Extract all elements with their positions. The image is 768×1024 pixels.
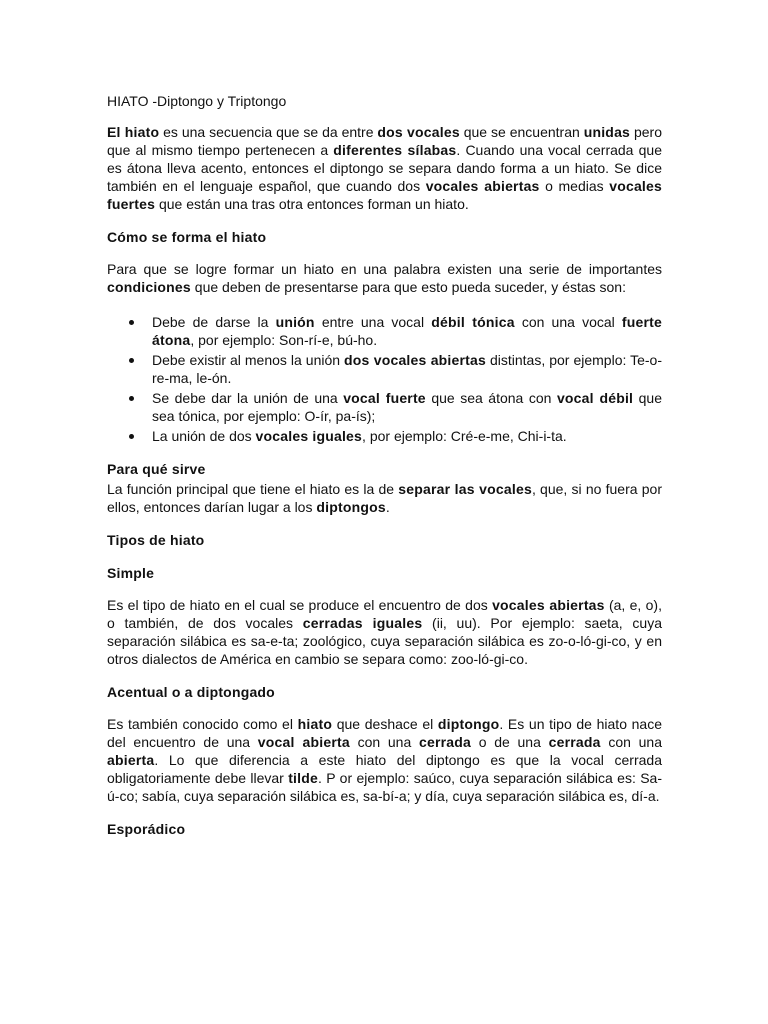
heading-tipos-de-hiato: Tipos de hiato xyxy=(107,532,205,548)
simple-paragraph xyxy=(107,596,662,668)
bold-term: abierta xyxy=(107,752,155,768)
bold-term: unidas xyxy=(583,124,631,140)
bold-term: vocal abierta xyxy=(257,734,350,750)
bold-term: condiciones xyxy=(107,279,191,295)
bold-term: diptongos xyxy=(316,499,386,515)
bold-term: fuerte átona xyxy=(152,314,663,348)
text-run: es una secuencia que se da entre xyxy=(159,124,378,140)
list-item xyxy=(107,389,662,425)
text-run: que se encuentran xyxy=(459,124,584,140)
text-run: Es también conocido como el xyxy=(107,716,298,732)
text-run: . P or ejemplo: saúco, cuya separación silábica es: Sa-ú-co; sabía, cuya separación silábica es, sa-bí-a; y día, cuya separación silábica es, dí-a. xyxy=(107,770,662,804)
text-run: . Es un tipo de hiato nace del encuentro de una xyxy=(107,716,662,750)
bold-term: separar las vocales xyxy=(398,481,532,497)
bold-term: tilde xyxy=(288,770,318,786)
heading-simple: Simple xyxy=(107,565,155,581)
list-item xyxy=(107,427,662,445)
bold-term: cerradas iguales xyxy=(302,615,423,631)
bullet-icon xyxy=(129,320,134,325)
text-run: que deshace el xyxy=(332,716,438,732)
bold-term: diptongo xyxy=(437,716,500,732)
text-run: Se debe dar la unión de una xyxy=(152,390,344,406)
text-run: La unión de dos xyxy=(152,428,256,444)
bold-term: El hiato xyxy=(107,124,160,140)
bold-term: hiato xyxy=(297,716,333,732)
text-run: que deben de presentarse para que esto pueda suceder, y éstas son: xyxy=(190,279,626,295)
text-run: , por ejemplo: Cré-e-me, Chi-i-ta. xyxy=(362,428,567,444)
bullet-icon xyxy=(129,396,134,401)
text-run: con una vocal xyxy=(514,314,622,330)
bold-term: unión xyxy=(275,314,315,330)
text-run: que sea tónica, por ejemplo: O-ír, pa-ís); xyxy=(152,390,662,424)
intro-paragraph xyxy=(107,123,662,213)
bold-term: vocales iguales xyxy=(255,428,363,444)
text-run: Debe existir al menos la unión xyxy=(152,352,345,368)
text-run: que están una tras otra entonces forman un hiato. xyxy=(155,196,469,212)
text-run: pero que al mismo tiempo pertenecen a xyxy=(107,124,662,158)
bold-term: vocales abiertas xyxy=(425,178,540,194)
text-run: que sea átona con xyxy=(425,390,557,406)
bold-term: débil tónica xyxy=(431,314,515,330)
text-run: . xyxy=(385,499,390,515)
conditions-list xyxy=(107,313,662,445)
bold-term: vocales fuertes xyxy=(107,178,662,212)
bold-term: cerrada xyxy=(548,734,601,750)
text-run: o medias xyxy=(539,178,610,194)
text-run: (a, e, o), o también, de dos vocales xyxy=(107,597,662,631)
bold-term: cerrada xyxy=(418,734,471,750)
text-run: distintas, por ejemplo: Te-o-re-ma, le-ón. xyxy=(152,352,663,386)
heading-esporadico: Esporádico xyxy=(107,821,186,837)
heading-acentual: Acentual o a diptongado xyxy=(107,684,275,700)
list-item xyxy=(107,351,662,387)
text-run: , que, si no fuera por ellos, entonces darían lugar a los xyxy=(107,481,662,515)
list-item xyxy=(107,313,662,349)
sirve-paragraph xyxy=(107,480,662,516)
text-run: . Cuando una vocal cerrada que es átona lleva acento, entonces el diptongo se separa dando forma a un hiato. Se dice también en el lenguaje español, que cuando dos xyxy=(107,142,662,194)
text-run: Es el tipo de hiato en el cual se produce el encuentro de dos xyxy=(107,597,493,613)
bold-term: dos vocales xyxy=(377,124,460,140)
text-run: con una xyxy=(600,734,662,750)
text-run: La función principal que tiene el hiato es la de xyxy=(107,481,399,497)
bold-term: dos vocales abiertas xyxy=(344,352,486,368)
text-run: , por ejemplo: Son-rí-e, bú-ho. xyxy=(190,332,378,348)
bold-term: vocal fuerte xyxy=(343,390,426,406)
bold-term: vocales abiertas xyxy=(492,597,605,613)
text-run: (ii, uu). Por ejemplo: saeta, cuya separación silábica es sa-e-ta; zoológico, cuya separación silábica es zo-o-ló-gi-co, y en otros dialectos de América en cambio se separa como: zoo-ló-gi-co. xyxy=(107,615,662,667)
acentual-paragraph xyxy=(107,715,662,805)
text-run: con una xyxy=(349,734,419,750)
text-run: Debe de darse la xyxy=(152,314,276,330)
como-paragraph xyxy=(107,260,662,296)
heading-para-que-sirve: Para qué sirve xyxy=(107,461,206,477)
bold-term: vocal débil xyxy=(556,390,634,406)
document-page xyxy=(107,92,662,852)
bullet-icon xyxy=(129,434,134,439)
document-title: HIATO -Diptongo y Triptongo xyxy=(107,93,287,109)
text-run: . Lo que diferencia a este hiato del diptongo es que la vocal cerrada obligatoriamente debe llevar xyxy=(107,752,662,786)
bold-term: diferentes sílabas xyxy=(333,142,457,158)
heading-como-se-forma: Cómo se forma el hiato xyxy=(107,229,267,245)
text-run: Para que se logre formar un hiato en una palabra existen una serie de importantes xyxy=(107,261,662,277)
text-run: entre una vocal xyxy=(314,314,432,330)
text-run: o de una xyxy=(470,734,549,750)
bullet-icon xyxy=(129,358,134,363)
